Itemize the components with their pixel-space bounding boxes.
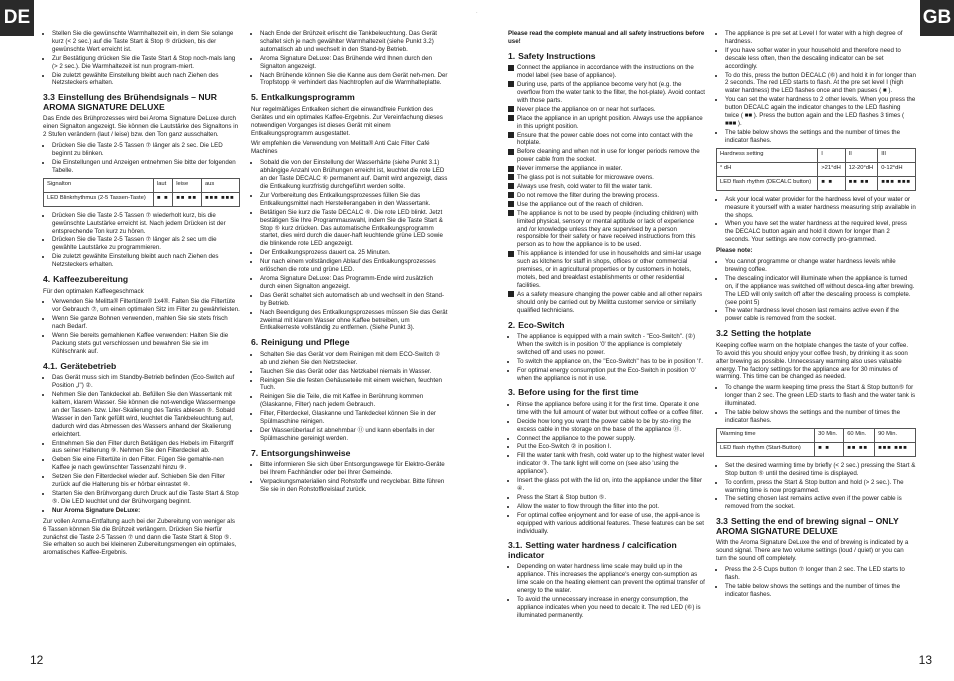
list-item: • Fill the water tank with fresh, cold water up to the highest water level indicator ③. The tank light will come on (see also 'using the appliance'). — [517, 452, 706, 476]
list-item: • Nehmen Sie den Tankdeckel ab. Befüllen Sie den Wassertank mit kaltem, klarem Wasser. Sie können die not-wendige Wassermenge an der Tassen- bzw. Liter-Skalierung des Tanks ablesen ③. Sobald Wasser in den Tank gefüllt wird, leuchtet die Tankbeleuchtung auf, dadurch wird das Abmessen des Wassers anhand der Skalierung erleichtert. — [52, 391, 240, 438]
warning-square-icon: ! — [508, 65, 514, 71]
list-item: • Insert the glass pot with the lid on, into the appliance under the filter ④. — [517, 477, 706, 493]
center-mark: · — [476, 10, 478, 16]
paragraph: Nur regelmäßiges Entkalken sichert die einwandfreie Funktion des Gerätes und ein optimales Kaffee-Ergebnis. Zur Vereinfachung dieses notwendigen Vorganges ist dieses Gerät mit einem Entkalkungsprogramm ausgestattet. — [251, 105, 443, 137]
table-header: 60 Min. — [844, 428, 875, 442]
list-item: ! Never immerse the appliance in water. — [505, 165, 623, 173]
list-item: • Nach Ende der Brühzeit erlischt die Tankbeleuchtung. Das Gerät schaltet sich je nach gewählter Warmhaltezeit (siehe Punkt 3.2) automatisch ab und wechselt in den Stand-by Betrieb. — [260, 30, 448, 54]
warning-square-icon: ! — [508, 81, 514, 87]
gb-column-2 — [716, 30, 916, 602]
section-heading: 3.2 Setting the hotplate — [716, 328, 812, 339]
paragraph: Wir empfehlen die Verwendung von Melitta® Anti Calc Filter Café Machines — [251, 140, 430, 156]
table-header: 90 Min. — [875, 428, 916, 442]
warning-square-icon: ! — [508, 192, 514, 198]
led-rhythm: ■ ■ — [815, 442, 844, 456]
list-item: • Die Einstellungen und Anzeigen entnehmen Sie bitte der folgenden Tabelle. — [52, 159, 240, 175]
warning-square-icon: ! — [508, 174, 514, 180]
warning-square-icon: ! — [508, 106, 514, 112]
list-item: • Drücken Sie die Taste 2-5 Tassen ⑦ länger als 2 sec. Die LED beginnt zu blinken. — [52, 142, 240, 158]
list-item: • Drücken Sie die Taste 2-5 Tassen ⑦ wiederholt kurz, bis die gewünschte Lautstärke erreicht ist. Nach jedem Drücken ist der entsprechende Ton kurz zu hören. — [52, 212, 240, 236]
table-header: aus — [201, 178, 239, 192]
list-item: ! During use, parts of the appliance become very hot (e.g. the overflow from the water tank to the filter, the hot-plate). Avoid contact with those parts. — [505, 81, 706, 104]
warning-square-icon: ! — [508, 183, 514, 189]
list-item: • Setzen Sie den Filterdeckel wieder auf. Schieben Sie den Filter zurück auf die Halterung bis er hörbar einrastet ⑩. — [52, 473, 240, 489]
list-item: • Bitte informieren Sie sich über Entsorgungswege für Elektro-Geräte bei Ihrem Fachhändler oder bei Ihrer Gemeinde. — [260, 461, 448, 477]
table-cell: LED flash rhythm (Start-Button) — [717, 442, 815, 456]
warning-square-icon: ! — [508, 115, 514, 121]
list-item: ! Place the appliance in an upright position. Always use the appliance in this upright position. — [505, 114, 703, 130]
intro-note: Please read the complete manual and all safety instructions before use! — [508, 30, 705, 45]
section-heading: 4.1. Gerätebetrieb — [43, 360, 117, 371]
list-item: ! Never place the appliance on or near hot surfaces. — [505, 105, 656, 113]
list-item: ! The glass pot is not suitable for microwave ovens. — [505, 174, 654, 182]
paragraph: Keeping coffee warm on the hotplate changes the taste of your coffee. To avoid this you should enjoy your coffee fresh, by drinking it as soon after brewing as possible. Unnecessary warming also uses valuable energy. The factory settings for the appliance are for 30 minutes of warming. This time can be changed as needed. — [716, 341, 909, 381]
warning-square-icon: ! — [508, 251, 514, 257]
list-item: • Press the Start & Stop button ⑤. — [517, 494, 706, 502]
list-item: • Depending on water hardness lime scale may build up in the appliance. This increases the appliance's energy con-sumption as lime scale on the heating element can prevent the optimal transfer of energy to the water. — [517, 563, 706, 595]
list-item: • Put the Eco-Switch ② in position I. — [517, 443, 706, 451]
list-item: • To confirm, press the Start & Stop button and hold (> 2 sec.). The warming time is now programmed. — [725, 479, 916, 495]
table-header: Hardness setting — [717, 148, 818, 162]
list-item: • Entnehmen Sie den Filter durch Betätigen des Hebels im Filtergriff aus seiner Halterung ⑨. Nehmen Sie den Filterdeckel ab. — [52, 440, 240, 456]
list-item: • To switch the appliance on, the "Eco-Switch" has to be in position 'I'. — [517, 358, 706, 366]
list-item: • Decide how long you want the power cable to be by sto-ring the excess cable in the storage on the base of the appliance ⑪. — [517, 418, 706, 434]
list-item: • Schalten Sie das Gerät vor dem Reinigen mit dem ECO-Switch ② ab und ziehen Sie den Netzstecker. — [260, 351, 448, 367]
section-heading: 1. Safety Instructions — [508, 50, 596, 61]
list-item: • You can set the water hardness to 2 other levels. When you press the button DECALC again the indicator changes to the LED flashing twice ( ■■ ). Press the button again and the LED flashes 3 times ( ■■■ ). — [725, 96, 916, 128]
list-item: • Die zuletzt gewählte Einstellung bleibt auch nach Ziehen des Netzsteckers erhalten. — [52, 253, 240, 269]
list-item: ! Ensure that the power cable does not come into contact with the hotplate. — [505, 131, 693, 147]
table-header: laut — [153, 178, 172, 192]
led-rhythm: ■■■ ■■■ — [878, 176, 916, 190]
list-item: • For optimal coffee enjoyment and for ease of use, the appli-ance is equipped with various additional features. These features can be set individually. — [517, 512, 706, 536]
list-item: • Reinigen Sie die festen Gehäuseteile mit einem weichen, feuchten Tuch. — [260, 377, 448, 393]
list-item: • The table below shows the settings and the number of times the indicator flashes. — [725, 129, 916, 145]
list-item: ! Do not remove the filter during the brewing process. — [505, 191, 660, 199]
page-number-right: 13 — [918, 653, 932, 667]
list-item: • Verpackungsmaterialien sind Rohstoffe und recyclebar. Bitte führen Sie sie in den Rohstoffkreislauf zurück. — [260, 478, 448, 494]
table-header: I — [818, 148, 845, 162]
table-cell: ° dH — [717, 162, 818, 176]
language-tab-gb: GB — [920, 0, 954, 36]
list-item: • The appliance is pre set at Level I for water with a high degree of hardness. — [725, 30, 916, 46]
table-header: leise — [173, 178, 202, 192]
note-title: Please note: — [716, 247, 753, 255]
section-heading: 3. Before using for the first time — [508, 387, 639, 398]
warning-square-icon: ! — [508, 201, 514, 207]
list-item: • Reinigen Sie die Teile, die mit Kaffee in Berührung kommen (Glaskanne, Filter) nach jedem Gebrauch. — [260, 393, 448, 409]
list-item: ! Use the appliance out of the reach of children. — [505, 200, 644, 208]
list-item: ! As a safety measure changing the power cable and all other repairs should only be carried out by Melitta customer service or similarly qualified technicians. — [505, 290, 703, 314]
page-number-left: 12 — [30, 653, 44, 667]
list-item: • The water hardness level chosen last remains active even if the power cable is removed from the socket. — [725, 307, 916, 323]
list-item: • Zur Vorbereitung des Entkalkungsprozesses füllen Sie das Entkalkungsmittel nach Herstellerangaben in den Wassertank. — [260, 192, 448, 208]
gb-column-1 — [505, 30, 706, 623]
list-item: • Allow the water to flow through the filter into the pot. — [517, 503, 706, 511]
list-item: • The appliance is equipped with a main switch - "Eco-Switch". (②) When the switch is in position '0' the appliance is completely switched off and uses no power. — [517, 333, 706, 357]
signal-table — [43, 178, 240, 207]
list-item: • Der Wasserüberlauf ist abnehmbar ⑪ und kann ebenfalls in der Spülmaschine gereinigt werden. — [260, 427, 448, 443]
paragraph: Zur vollen Aroma-Entfaltung auch bei der Zubereitung von weniger als 6 Tassen können Sie die Brühzeit verlängern. Drücken Sie hierfür zunächst die Taste 2-5 Tassen ⑦ und dann die Taste Start & Stop ⑤. Sie erhalten so auch bei kleineren Zubereitungsmengen ein optimales, aromatisches Kaffee-Ergebnis. — [43, 517, 237, 557]
table-header: Signalton — [44, 178, 154, 192]
list-item: ! Always use fresh, cold water to fill the water tank. — [505, 183, 653, 190]
list-item: ! Connect the appliance in accordance with the instructions on the model label (see base of appliance). — [505, 64, 694, 80]
list-item: • The table below shows the settings and the number of times the indicator flashes. — [725, 409, 916, 425]
table-header: III — [878, 148, 916, 162]
list-item: • Das Gerät schaltet sich automatisch ab und wechselt in den Stand-by Betrieb. — [260, 292, 448, 308]
list-item: • To avoid the unnecessary increase in energy consumption, the appliance indicates when you need to decalc it. The red LED (⑥) is illuminated permanently. — [517, 596, 706, 620]
led-rhythm: ■ ■ — [153, 192, 172, 206]
section-heading: 7. Entsorgungshinweise — [251, 447, 351, 458]
list-item: • Aroma Signature DeLuxe: Das Programm-Ende wird zusätzlich durch einen Signalton angezeigt. — [260, 275, 448, 291]
section-heading: 4. Kaffeezubereitung — [43, 274, 129, 285]
list-item: • Aroma Signature DeLuxe: Das Brühende wird Ihnen durch den Signalton angezeigt. — [260, 55, 448, 71]
section-heading: 2. Eco-Switch — [508, 319, 565, 330]
table-header: II — [845, 148, 878, 162]
list-item: • Nach Beendigung des Entkalkungsprozesses müssen Sie das Gerät zweimal mit klarem Wasser ohne Kaffee betreiben, um Entkalkerreste vollständig zu entfernen. (Siehe Punkt 3). — [260, 309, 448, 333]
list-item: • Wenn Sie bereits gemahlenen Kaffee verwenden: Halten Sie die Packung stets gut verschlossen und bewahren Sie sie im Kühlschrank auf. — [52, 332, 240, 356]
section-heading: 5. Entkalkungsprogramm — [251, 92, 355, 103]
table-cell: LED flash rhythm (DECALC button) — [717, 176, 818, 190]
list-item: • Nur nach einem vollständigen Ablauf des Entkalkungsprozesses erlöschen die rote und grüne LED. — [260, 258, 448, 274]
list-item: • Drücken Sie die Taste 2-5 Tassen ⑦ länger als 2 sec um die gewählte Lautstärke zu programmieren. — [52, 236, 240, 252]
paragraph: Das Ende des Brühprozesses wird bei Aroma Signature DeLuxe durch einen Signalton angezeigt. Sie können die Lautstärke des Signaltons in 2 Stufen verändern (laut / leise) bzw. den Ton ganz ausschalten. — [43, 115, 239, 139]
section-heading: 3.3 Setting the end of brewing signal – ONLY AROMA SIGNATURE DELUXE — [716, 516, 899, 536]
language-tab-de: DE — [0, 0, 34, 36]
list-item: • Die zuletzt gewählte Einstellung bleibt auch nach Ziehen des Netzsteckers erhalten. — [52, 72, 240, 88]
paragraph: With the Aroma Signature DeLuxe the end of brewing is indicated by a sound signal. There are two volume settings (loud / quiet) or you can turn the sound off completely. — [716, 539, 909, 563]
de-column-1 — [43, 30, 240, 560]
table-header: Warming time — [717, 428, 815, 442]
table-cell: >21°dH — [818, 162, 845, 176]
list-item: • The table below shows the settings and the number of times the indicator flashes. — [725, 583, 916, 599]
de-column-2 — [251, 30, 448, 497]
list-item: • To change the warm keeping time press the Start & Stop button⑤ for longer than 2 sec. The green LED starts to flash and the water tank is illuminated. — [725, 384, 916, 408]
list-item: • Zur Bestätigung drücken Sie die Taste Start & Stop noch-mals lang (> 2 sec.). Die Warmhaltezeit ist nun program-miert. — [52, 55, 240, 71]
list-item: • Das Gerät muss sich im Standby-Betrieb befinden (Eco-Switch auf Position „I") ②. — [52, 374, 240, 390]
warming-table — [716, 428, 916, 457]
section-heading: 6. Reinigung und Pflege — [251, 337, 350, 348]
warning-square-icon: ! — [508, 132, 514, 138]
section-heading: 3.3 Einstellung des Brühendsignals – NUR AROMA SIGNATURE DELUXE — [43, 92, 217, 112]
list-item: • Rinse the appliance before using it for the first time. Operate it one time with the full amount of water but without coffee or a coffee filter. — [517, 401, 706, 417]
warning-square-icon: ! — [508, 210, 514, 216]
led-rhythm: ■ ■ — [818, 176, 845, 190]
list-item: • For optimal energy consumption put the Eco-Switch in position '0' when the appliance is not in use. — [517, 367, 706, 383]
list-item: • Press the 2-5 Cups button ⑦ longer than 2 sec. The LED starts to flash. — [725, 566, 916, 582]
list-item: • The setting chosen last remains active even if the power cable is removed from the socket. — [725, 495, 916, 511]
list-item: • Verwenden Sie Melitta® Filtertüten® 1x4®. Falten Sie die Filtertüte vor Gebrauch ⑦, um einen optimalen Sitz im Filter zu gewährleisten. — [52, 298, 240, 314]
list-item: • You cannot programme or change water hardness levels while brewing coffee. — [725, 258, 916, 274]
warning-square-icon: ! — [508, 291, 514, 297]
list-item: ! Before cleaning and when not in use for longer periods remove the power cable from the socket. — [505, 148, 700, 164]
list-item: • Ask your local water provider for the hardness level of your water or measure it yourself with a water hardness measuring strip available in the shops. — [725, 196, 916, 220]
led-rhythm: ■■ ■■ — [845, 176, 878, 190]
section-heading: 3.1. Setting water hardness / calcification indicator — [508, 540, 677, 560]
list-item: • Tauchen Sie das Gerät oder das Netzkabel niemals in Wasser. — [260, 368, 448, 376]
list-item: • Nach Brühende können Sie die Kanne aus dem Gerät neh-men. Der Tropfstopp ④ verhindert das Nachtropfen auf die Warmhalteplatte. — [260, 72, 448, 88]
list-item: • Der Entkalkungsprozess dauert ca. 25 Minuten. — [260, 249, 448, 257]
table-cell: LED Blinkrhythmus (2-5 Tassen-Taste) — [44, 192, 154, 206]
warning-square-icon: ! — [508, 166, 514, 172]
list-item: • To do this, press the button DECALC (⑥) and hold it in for longer than 2 seconds. The red LED starts to flash. At the pre set level I (high water hardness) the LED flashes once and then pauses ( ■ ). — [725, 72, 916, 96]
list-item: • Stellen Sie die gewünschte Warmhaltezeit ein, in dem Sie solange kurz (< 2 sec.) auf die Taste Start & Stop ⑤ drücken, bis der gewünschte Wert erreicht ist. — [52, 30, 240, 54]
list-item: • Wenn Sie ganze Bohnen verwenden, mahlen Sie sie stets frisch nach Bedarf. — [52, 315, 240, 331]
led-rhythm: ■■ ■■ — [844, 442, 875, 456]
led-rhythm: ■■■ ■■■ — [201, 192, 239, 206]
hardness-table — [716, 148, 916, 191]
list-item: • Sobald die von der Einstellung der Wasserhärte (siehe Punkt 3.1) abhängige Anzahl von Brühungen erreicht ist, leuchtet die rote LED an der Taste DECALC ⑥ permanent auf. Damit wird angezeigt, dass die Entkalkung kurzfristig durchgeführt werden sollte. — [260, 159, 448, 191]
table-cell: 12-20°dH — [845, 162, 878, 176]
list-item: • When you have set the water hardness at the required level, press the DECALC button again and hold it down for longer than 2 seconds. Your settings are now correctly pro-grammed. — [725, 220, 916, 244]
list-item: • Nur Aroma Signature DeLuxe: — [52, 507, 240, 515]
list-item: • Geben Sie eine Filtertüte in den Filter. Fügen Sie gemahle-nen Kaffee je nach gewünschter Tassenzahl hinzu ⑨. — [52, 456, 240, 472]
warning-square-icon: ! — [508, 149, 514, 155]
paragraph: Für den optimalen Kaffeegeschmack — [43, 287, 144, 295]
list-item: • If you have softer water in your household and therefore need to descale less often, then the descaling indicator can be set accordingly. — [725, 47, 916, 71]
table-header: 30 Min. — [815, 428, 844, 442]
led-rhythm: ■■ ■■ — [173, 192, 202, 206]
list-item: ! The appliance is not to be used by people (including children) with limited physical, sensory or mental aptitude or lack of experience and /or knowledge unless they are supervised by a person responsible for their safety or have received instructions from this person as to how the appliance is to be used. — [505, 209, 698, 249]
list-item: ! This appliance is intended for use in households and simi-lar usage such as kitchens for staff in shops, offices or other commercial premises, or in agricultural properties or by customers in hotels, motels, bed and breakfast establishments or other residential facilities. — [505, 250, 702, 289]
list-item: • Connect the appliance to the power supply. — [517, 435, 706, 443]
list-item: • The descaling indicator will illuminate when the appliance is turned on, if the appliance was switched off without desca-ling after brewing. The LED will only switch off after the descaling process is complete. (see point 5) — [725, 275, 916, 307]
list-item: • Filter, Filterdeckel, Glaskanne und Tankdeckel können Sie in der Spülmaschine reinigen. — [260, 410, 448, 426]
led-rhythm: ■■■ ■■■ — [875, 442, 916, 456]
list-item: • Betätigen Sie kurz die Taste DECALC ⑥. Die rote LED blinkt. Jetzt bestätigen Sie Ihre Programmauswahl, indem Sie die Taste Start & Stop ⑤ kurz drücken. Das automatische Entkalkungsprogramm startet, dies wird durch die dauer-haft leuchtende grüne LED sowie die blinkende rote LED angezeigt. — [260, 209, 448, 249]
table-cell: 0-12°dH — [878, 162, 916, 176]
list-item: • Set the desired warming time by briefly (< 2 sec.) pressing the Start & Stop button ⑤ until the desired time is displayed. — [725, 462, 916, 478]
list-item: • Starten Sie den Brühvorgang durch Druck auf die Taste Start & Stop ⑤. Die LED leuchtet und der Brühvorgang beginnt. — [52, 490, 240, 506]
